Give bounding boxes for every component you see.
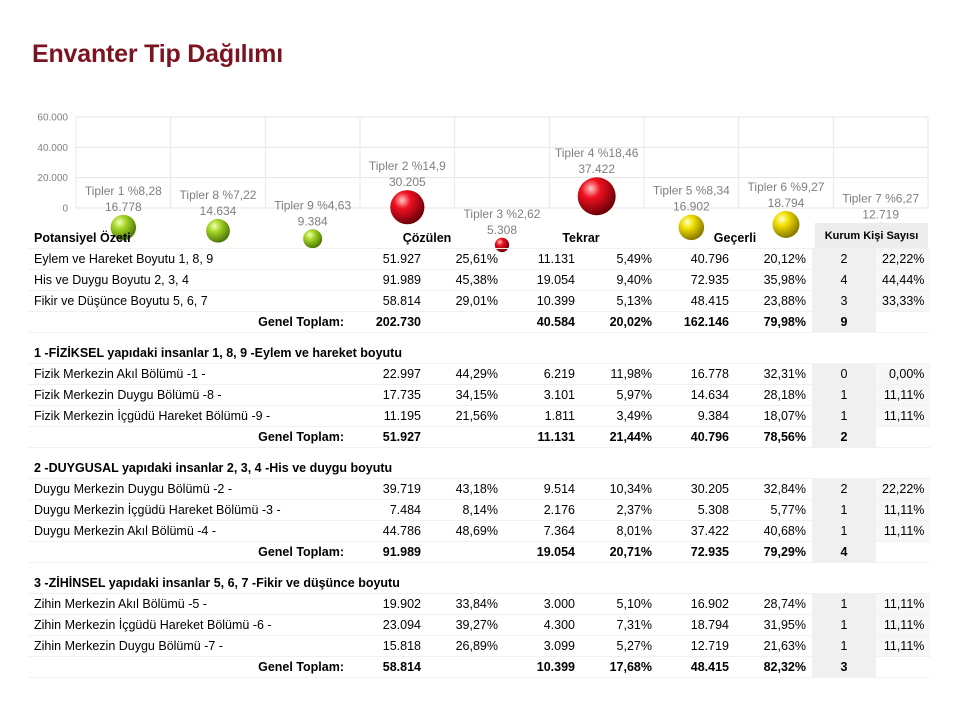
table-row [28, 249, 930, 270]
gecerli-value: 16.902 [658, 594, 735, 615]
tekrar-percent: 10,34% [581, 479, 658, 500]
tekrar-percent: 3,49% [581, 406, 658, 427]
gecerli-value: 5.308 [658, 500, 735, 521]
tekrar-percent: 8,01% [581, 521, 658, 542]
tekrar-value: 2.176 [504, 500, 581, 521]
gecerli-value: 30.205 [658, 479, 735, 500]
gecerli-percent: 23,88% [735, 291, 812, 312]
total-label: Genel Toplam: [28, 657, 350, 678]
cozulen-percent: 8,14% [427, 500, 504, 521]
row-name: Duygu Merkezin Duygu Bölümü -2 - [28, 479, 350, 500]
kurum-count: 1 [812, 636, 876, 657]
cozulen-percent: 21,56% [427, 406, 504, 427]
bubble-value-label: 16.778 [104, 199, 142, 214]
kurum-percent: 11,11% [876, 521, 930, 542]
cozulen-value: 17.735 [350, 385, 427, 406]
bubble-category-label: Tipler 9 %4,63 [274, 198, 352, 213]
kurum-percent: 11,11% [876, 385, 930, 406]
total-tekrar-percent: 21,44% [581, 427, 658, 448]
section-title-row [28, 343, 930, 364]
gecerli-value: 40.796 [658, 249, 735, 270]
header-tekrar: Tekrar [504, 228, 658, 249]
total-kurum-count: 4 [812, 542, 876, 563]
gecerli-value: 12.719 [658, 636, 735, 657]
potential-table [28, 228, 930, 678]
table-row [28, 270, 930, 291]
total-gecerli-percent: 79,98% [735, 312, 812, 333]
row-name: Duygu Merkezin İçgüdü Hareket Bölümü -3 - [28, 500, 350, 521]
total-tekrar-value: 11.131 [504, 427, 581, 448]
gecerli-percent: 31,95% [735, 615, 812, 636]
tekrar-value: 7.364 [504, 521, 581, 542]
page-title: Envanter Tip Dağılımı [32, 40, 283, 68]
row-name: Fikir ve Düşünce Boyutu 5, 6, 7 [28, 291, 350, 312]
table-row [28, 615, 930, 636]
total-gecerli-value: 162.146 [658, 312, 735, 333]
gecerli-percent: 35,98% [735, 270, 812, 291]
tekrar-value: 4.300 [504, 615, 581, 636]
cozulen-percent: 48,69% [427, 521, 504, 542]
tekrar-value: 3.099 [504, 636, 581, 657]
spacer-row [28, 563, 930, 574]
bubble-value-label: 18.794 [767, 196, 805, 211]
total-cozulen-value: 51.927 [350, 427, 427, 448]
total-cozulen-value: 202.730 [350, 312, 427, 333]
kurum-count: 1 [812, 385, 876, 406]
tekrar-percent: 5,97% [581, 385, 658, 406]
empty-cell [876, 312, 930, 333]
spacer-row [28, 333, 930, 344]
tekrar-percent: 5,27% [581, 636, 658, 657]
kurum-percent: 22,22% [876, 249, 930, 270]
empty-cell [876, 427, 930, 448]
gecerli-value: 37.422 [658, 521, 735, 542]
gecerli-value: 48.415 [658, 291, 735, 312]
row-name: Fizik Merkezin İçgüdü Hareket Bölümü -9 - [28, 406, 350, 427]
gecerli-percent: 20,12% [735, 249, 812, 270]
gecerli-value: 9.384 [658, 406, 735, 427]
kurum-count: 1 [812, 594, 876, 615]
cozulen-value: 51.927 [350, 249, 427, 270]
gecerli-value: 18.794 [658, 615, 735, 636]
total-gecerli-percent: 79,29% [735, 542, 812, 563]
total-kurum-count: 2 [812, 427, 876, 448]
row-name: Duygu Merkezin Akıl Bölümü -4 - [28, 521, 350, 542]
table-row [28, 594, 930, 615]
bubble-category-label: Tipler 5 %8,34 [652, 183, 730, 198]
header-cozulen: Çözülen [350, 228, 504, 249]
total-label: Genel Toplam: [28, 312, 350, 333]
empty-cell [427, 427, 504, 448]
total-tekrar-percent: 20,02% [581, 312, 658, 333]
gecerli-percent: 32,31% [735, 364, 812, 385]
tekrar-percent: 9,40% [581, 270, 658, 291]
header-row [28, 228, 930, 249]
total-row [28, 657, 930, 678]
total-row [28, 312, 930, 333]
tekrar-percent: 5,13% [581, 291, 658, 312]
header-gecerli: Geçerli [658, 228, 812, 249]
total-label: Genel Toplam: [28, 542, 350, 563]
tekrar-percent: 5,49% [581, 249, 658, 270]
total-kurum-count: 3 [812, 657, 876, 678]
kurum-percent: 22,22% [876, 479, 930, 500]
table-row [28, 500, 930, 521]
tekrar-percent: 5,10% [581, 594, 658, 615]
kurum-count: 1 [812, 406, 876, 427]
total-cozulen-value: 91.989 [350, 542, 427, 563]
cozulen-percent: 44,29% [427, 364, 504, 385]
cozulen-value: 11.195 [350, 406, 427, 427]
total-tekrar-value: 10.399 [504, 657, 581, 678]
kurum-count: 1 [812, 500, 876, 521]
y-tick-label: 20.000 [37, 173, 68, 185]
gecerli-percent: 32,84% [735, 479, 812, 500]
bubble-category-label: Tipler 6 %9,27 [747, 180, 825, 195]
kurum-count: 4 [812, 270, 876, 291]
bubble-category-label: Tipler 8 %7,22 [179, 187, 257, 202]
cozulen-percent: 45,38% [427, 270, 504, 291]
empty-cell [427, 657, 504, 678]
kurum-count: 2 [812, 479, 876, 500]
kurum-count: 0 [812, 364, 876, 385]
total-gecerli-value: 48.415 [658, 657, 735, 678]
cozulen-percent: 39,27% [427, 615, 504, 636]
section-title-row [28, 458, 930, 479]
row-name: Zihin Merkezin Duygu Bölümü -7 - [28, 636, 350, 657]
kurum-percent: 44,44% [876, 270, 930, 291]
y-tick-label: 60.000 [37, 112, 68, 124]
potential-tables [28, 228, 930, 678]
bubble-category-label: Tipler 4 %18,46 [554, 146, 639, 161]
empty-cell [427, 542, 504, 563]
y-tick-label: 0 [62, 203, 68, 215]
tekrar-value: 3.101 [504, 385, 581, 406]
tekrar-value: 9.514 [504, 479, 581, 500]
kurum-percent: 11,11% [876, 594, 930, 615]
kurum-percent: 11,11% [876, 406, 930, 427]
total-tekrar-value: 40.584 [504, 312, 581, 333]
table-row [28, 521, 930, 542]
bubble-value-label: 9.384 [297, 214, 328, 229]
cozulen-value: 22.997 [350, 364, 427, 385]
kurum-count: 2 [812, 249, 876, 270]
row-name: Eylem ve Hareket Boyutu 1, 8, 9 [28, 249, 350, 270]
total-kurum-count: 9 [812, 312, 876, 333]
total-tekrar-value: 19.054 [504, 542, 581, 563]
gecerli-percent: 5,77% [735, 500, 812, 521]
bubble-value-label: 30.205 [388, 175, 426, 190]
row-name: Zihin Merkezin Akıl Bölümü -5 - [28, 594, 350, 615]
bubble-value-label: 5.308 [486, 222, 518, 237]
empty-cell [876, 542, 930, 563]
bubble-category-label: Tipler 7 %6,27 [842, 191, 920, 206]
tekrar-value: 6.219 [504, 364, 581, 385]
cozulen-percent: 34,15% [427, 385, 504, 406]
table-row [28, 479, 930, 500]
cozulen-percent: 29,01% [427, 291, 504, 312]
tekrar-value: 11.131 [504, 249, 581, 270]
empty-cell [876, 657, 930, 678]
gecerli-value: 14.634 [658, 385, 735, 406]
cozulen-percent: 33,84% [427, 594, 504, 615]
cozulen-percent: 25,61% [427, 249, 504, 270]
table-row [28, 385, 930, 406]
cozulen-value: 15.818 [350, 636, 427, 657]
total-tekrar-percent: 20,71% [581, 542, 658, 563]
total-row [28, 427, 930, 448]
tekrar-percent: 7,31% [581, 615, 658, 636]
total-gecerli-value: 72.935 [658, 542, 735, 563]
tekrar-percent: 11,98% [581, 364, 658, 385]
bubble-point [555, 146, 639, 215]
y-axis-ticks [37, 113, 68, 215]
kurum-kisi-sayisi-header: Kurum Kişi Sayısı [815, 223, 928, 249]
empty-cell [427, 312, 504, 333]
section-title: 2 -DUYGUSAL yapıdaki insanlar 2, 3, 4 -His ve duygu boyutu [28, 458, 930, 479]
section-title: 1 -FİZİKSEL yapıdaki insanlar 1, 8, 9 -Eylem ve hareket boyutu [28, 343, 930, 364]
cozulen-value: 58.814 [350, 291, 427, 312]
total-gecerli-percent: 82,32% [735, 657, 812, 678]
summary-title: Potansiyel Özeti [28, 228, 350, 249]
total-gecerli-value: 40.796 [658, 427, 735, 448]
gecerli-value: 16.778 [658, 364, 735, 385]
table-row [28, 636, 930, 657]
section-title: 3 -ZİHİNSEL yapıdaki insanlar 5, 6, 7 -Fikir ve düşünce boyutu [28, 573, 930, 594]
kurum-percent: 11,11% [876, 615, 930, 636]
total-tekrar-percent: 17,68% [581, 657, 658, 678]
spacer-row [28, 448, 930, 459]
section-title-row [28, 573, 930, 594]
gecerli-value: 72.935 [658, 270, 735, 291]
cozulen-value: 44.786 [350, 521, 427, 542]
kurum-percent: 11,11% [876, 636, 930, 657]
row-name: Zihin Merkezin İçgüdü Hareket Bölümü -6 - [28, 615, 350, 636]
cozulen-value: 39.719 [350, 479, 427, 500]
tekrar-value: 1.811 [504, 406, 581, 427]
tekrar-value: 10.399 [504, 291, 581, 312]
total-label: Genel Toplam: [28, 427, 350, 448]
tekrar-percent: 2,37% [581, 500, 658, 521]
gecerli-percent: 40,68% [735, 521, 812, 542]
empty-cell [812, 228, 930, 249]
table-row [28, 364, 930, 385]
cozulen-value: 7.484 [350, 500, 427, 521]
gecerli-percent: 28,18% [735, 385, 812, 406]
bubble [390, 190, 424, 224]
kurum-count: 3 [812, 291, 876, 312]
total-gecerli-percent: 78,56% [735, 427, 812, 448]
kurum-count: 1 [812, 615, 876, 636]
row-name: Fizik Merkezin Duygu Bölümü -8 - [28, 385, 350, 406]
tekrar-value: 19.054 [504, 270, 581, 291]
bubble [578, 177, 616, 215]
row-name: Fizik Merkezin Akıl Bölümü -1 - [28, 364, 350, 385]
kurum-percent: 0,00% [876, 364, 930, 385]
table-row [28, 406, 930, 427]
bubble-value-label: 16.902 [672, 199, 710, 214]
kurum-percent: 33,33% [876, 291, 930, 312]
table-row [28, 291, 930, 312]
bubble-value-label: 37.422 [578, 162, 616, 177]
bubble-category-label: Tipler 1 %8,28 [84, 183, 162, 198]
bubble-category-label: Tipler 2 %14,9 [368, 159, 446, 174]
gecerli-percent: 28,74% [735, 594, 812, 615]
cozulen-percent: 43,18% [427, 479, 504, 500]
bubble-value-label: 14.634 [199, 203, 237, 218]
gecerli-percent: 18,07% [735, 406, 812, 427]
y-tick-label: 40.000 [37, 142, 68, 154]
kurum-percent: 11,11% [876, 500, 930, 521]
cozulen-value: 23.094 [350, 615, 427, 636]
total-row [28, 542, 930, 563]
bubble-point [369, 159, 446, 224]
bubble-value-label: 12.719 [862, 207, 900, 222]
gecerli-percent: 21,63% [735, 636, 812, 657]
tekrar-value: 3.000 [504, 594, 581, 615]
total-cozulen-value: 58.814 [350, 657, 427, 678]
cozulen-value: 19.902 [350, 594, 427, 615]
kurum-count: 1 [812, 521, 876, 542]
cozulen-value: 91.989 [350, 270, 427, 291]
cozulen-percent: 26,89% [427, 636, 504, 657]
bubble-category-label: Tipler 3 %2,62 [463, 206, 541, 221]
row-name: His ve Duygu Boyutu 2, 3, 4 [28, 270, 350, 291]
